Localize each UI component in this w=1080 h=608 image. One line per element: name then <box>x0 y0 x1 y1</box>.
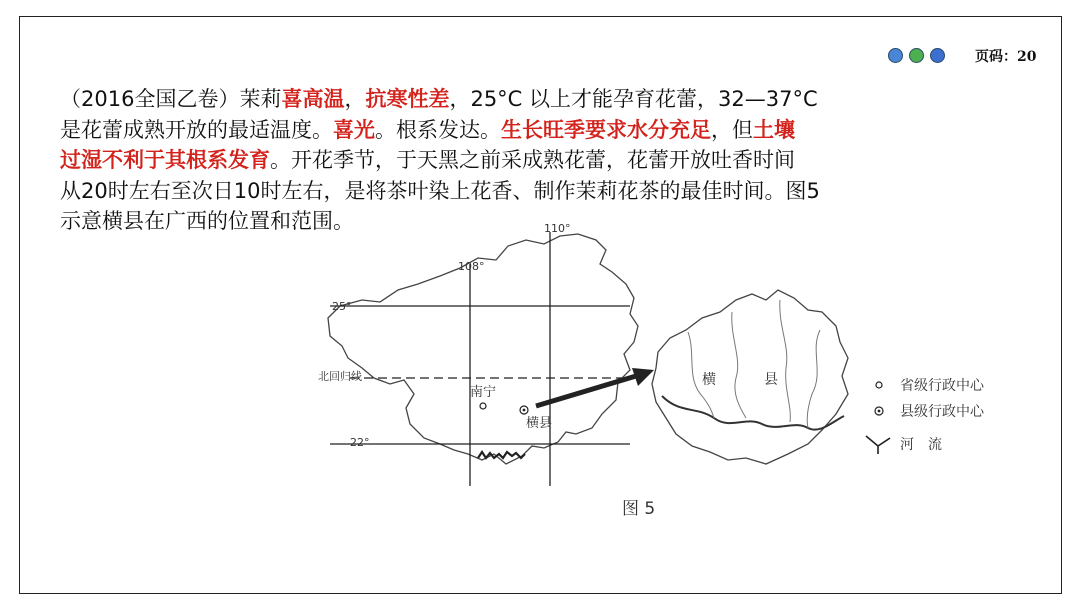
plain-text: ，25°C 以上才能孕育花蕾，32—37°C <box>449 87 818 111</box>
lon-110-label: 110° <box>544 222 571 235</box>
plain-text: （2016全国乙卷）茉莉 <box>60 87 282 111</box>
highlighted-text: 喜光 <box>333 116 375 142</box>
plain-text: 从20时左右至次日10时左右，是将茶叶染上花香、制作茉莉花茶的最佳时间。图5 <box>60 178 820 203</box>
paragraph-line <box>60 145 1040 176</box>
hengxian-label: 横县 <box>526 416 553 431</box>
nav-dots <box>888 46 945 64</box>
plain-text: 。开花季节，于天黑之前采成熟花蕾，花蕾开放吐香时间 <box>270 148 795 172</box>
paragraph-line <box>60 176 1040 207</box>
highlighted-text: 抗寒性差 <box>365 86 450 111</box>
nav-dot-3[interactable] <box>930 48 945 63</box>
pointer-arrowhead <box>632 368 654 386</box>
page-number-label: 页码：20 <box>975 49 1037 65</box>
guangxi-location-figure <box>300 218 1020 528</box>
county-center-icon-dot <box>878 410 881 413</box>
question-paragraph <box>60 84 1040 237</box>
paragraph-line <box>60 115 1040 146</box>
lat-25-label: 25° <box>332 300 352 313</box>
legend-county-label: 县级行政中心 <box>900 404 984 420</box>
lon-108-label: 108° <box>458 260 485 273</box>
plain-text: 示意横县在广西的位置和范围。 <box>60 209 354 233</box>
highlighted-text: 生长旺季要求水分充足 <box>501 116 711 142</box>
plain-text: ，但 <box>711 117 753 142</box>
plain-text: 是花蕾成熟开放的最适温度。 <box>60 117 333 142</box>
plain-text: 。根系发达。 <box>375 117 501 142</box>
nanning-label: 南宁 <box>470 385 497 400</box>
hengxian-marker-inner <box>523 409 526 412</box>
nanning-marker <box>480 403 486 409</box>
nav-dot-1[interactable] <box>888 48 903 63</box>
legend-river-label: 河 流 <box>900 437 942 453</box>
provincial-center-icon <box>876 382 882 388</box>
hengxian-inset-outline <box>652 290 848 464</box>
figure-caption: 图 5 <box>622 499 656 519</box>
highlighted-text: 过湿不利于其根系发育 <box>60 147 270 172</box>
inset-label-heng: 横 <box>702 372 716 388</box>
tropic-label: 北回归线 <box>318 370 362 383</box>
nav-dot-2[interactable] <box>909 48 924 63</box>
inset-label-xian: 县 <box>764 372 778 388</box>
paragraph-line <box>60 84 1040 115</box>
plain-text: ， <box>344 87 366 111</box>
river-icon <box>866 436 890 454</box>
legend-provincial-label: 省级行政中心 <box>900 378 984 394</box>
highlighted-text: 土壤 <box>753 116 795 142</box>
highlighted-text: 喜高温 <box>281 86 345 111</box>
lat-22-label: 22° <box>350 436 370 449</box>
